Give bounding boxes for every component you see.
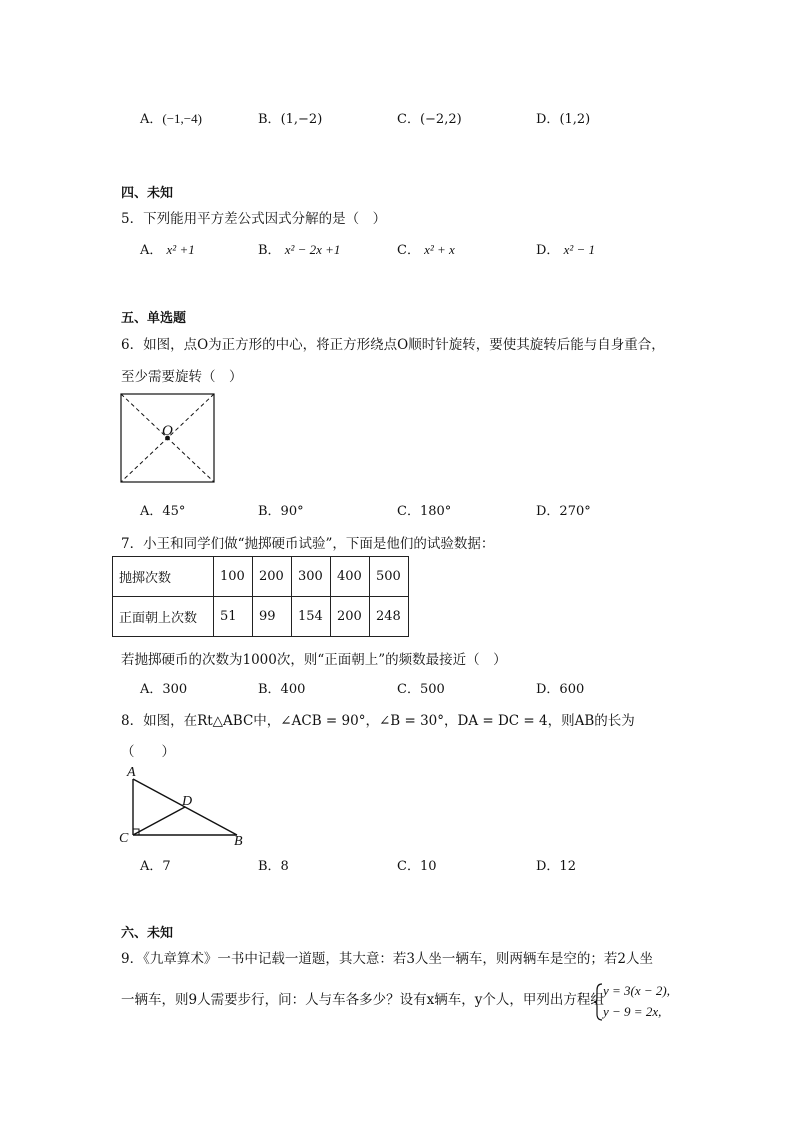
option-text: (−1,−4) xyxy=(162,111,202,126)
table-cell: 100 xyxy=(214,557,253,597)
table-cell: 200 xyxy=(253,557,292,597)
q6-option-a: A．45° xyxy=(140,504,186,519)
question-7-followup: 若抛掷硬币的次数为1000次，则“正面朝上”的频数最接近（ ） xyxy=(121,652,507,668)
q6-option-b: B．90° xyxy=(258,504,304,519)
table-cell: 248 xyxy=(370,597,409,637)
option-letter: C． xyxy=(397,112,420,127)
point-c-label: C xyxy=(119,831,129,846)
question-9-line-1: 9．《九章算术》一书中记载一道题，其大意：若3人坐一辆车，则两辆车是空的；若2人坐 xyxy=(121,951,654,967)
point-d-label: D xyxy=(182,794,193,809)
segment-cd xyxy=(133,807,185,835)
q7-option-a: A．300 xyxy=(140,682,188,697)
option-text: (1,−2) xyxy=(280,112,323,127)
option-text: x² +1 xyxy=(166,242,195,257)
q8-option-c: C．10 xyxy=(397,859,437,874)
table-cell: 51 xyxy=(214,597,253,637)
point-b-label: B xyxy=(234,834,243,848)
table-cell: 500 xyxy=(370,557,409,597)
section-heading-6: 六、未知 xyxy=(121,926,174,941)
option-text: (−2,2) xyxy=(419,112,462,127)
option-letter: B． xyxy=(258,243,281,258)
table-row xyxy=(113,557,409,597)
q5-option-a xyxy=(140,239,195,258)
q4-option-a xyxy=(140,108,202,127)
option-letter: C． xyxy=(397,243,420,258)
table-cell: 99 xyxy=(253,597,292,637)
table-cell: 正面朝上次数 xyxy=(113,597,214,637)
point-a-label: A xyxy=(127,765,136,780)
question-8-text: 8．如图，在Rt△ABC中，∠ACB = 90°，∠B = 30°，DA = DC = 4，则AB的长为 xyxy=(121,713,635,729)
option-letter: A． xyxy=(140,243,163,258)
coin-toss-table xyxy=(112,556,409,637)
table-row xyxy=(113,597,409,637)
q4-option-c xyxy=(397,108,462,127)
table-cell: 抛掷次数 xyxy=(113,557,214,597)
option-text: x² + x xyxy=(424,242,455,257)
triangle-figure xyxy=(116,762,256,848)
q4-option-b xyxy=(258,108,322,127)
q4-option-d xyxy=(536,108,590,127)
section-heading-4: 四、未知 xyxy=(121,186,174,201)
option-letter: D． xyxy=(536,112,560,127)
question-6-line-1: 6．如图，点O为正方形的中心，将正方形绕点O顺时针旋转，要使其旋转后能与自身重合， xyxy=(121,337,665,353)
section-heading-5: 五、单选题 xyxy=(121,311,187,326)
option-text: (1,2) xyxy=(559,112,591,127)
table-cell: 400 xyxy=(331,557,370,597)
q6-option-d: D．270° xyxy=(536,504,591,519)
question-6-line-2: 至少需要旋转（ ） xyxy=(121,369,243,385)
table-cell: 200 xyxy=(331,597,370,637)
q8-option-b: B．8 xyxy=(258,859,289,874)
point-o-label: O xyxy=(162,423,173,439)
option-letter: B． xyxy=(258,112,281,127)
question-5-text: 5．下列能用平方差公式因式分解的是（ ） xyxy=(121,211,387,227)
equation-2: y − 9 = 2x, xyxy=(603,1004,662,1019)
table-cell: 154 xyxy=(292,597,331,637)
q5-option-b xyxy=(258,239,340,258)
q5-option-d xyxy=(536,239,595,258)
option-letter: A． xyxy=(140,112,163,127)
square-figure xyxy=(119,392,217,485)
q8-option-a: A．7 xyxy=(140,859,171,874)
question-7-text: 7．小王和同学们做“抛掷硬币试验”，下面是他们的试验数据： xyxy=(121,536,495,552)
option-letter: D． xyxy=(536,243,560,258)
option-text: x² − 1 xyxy=(563,242,596,257)
question-8-blank: （ ） xyxy=(121,744,175,760)
table-cell: 300 xyxy=(292,557,331,597)
q7-option-d: D．600 xyxy=(536,682,585,697)
q7-option-c: C．500 xyxy=(397,682,445,697)
q7-option-b: B．400 xyxy=(258,682,306,697)
question-9-line-2: 一辆车，则9人需要步行，问：人与车各多少？设有x辆车，y个人，甲列出方程组 xyxy=(121,992,604,1008)
brace-icon xyxy=(593,982,603,1022)
q8-option-d: D．12 xyxy=(536,859,576,874)
q6-option-c: C．180° xyxy=(397,504,452,519)
equation-1: y = 3(x − 2), xyxy=(603,983,670,998)
q5-option-c xyxy=(397,239,455,258)
option-text: x² − 2x +1 xyxy=(284,242,341,257)
